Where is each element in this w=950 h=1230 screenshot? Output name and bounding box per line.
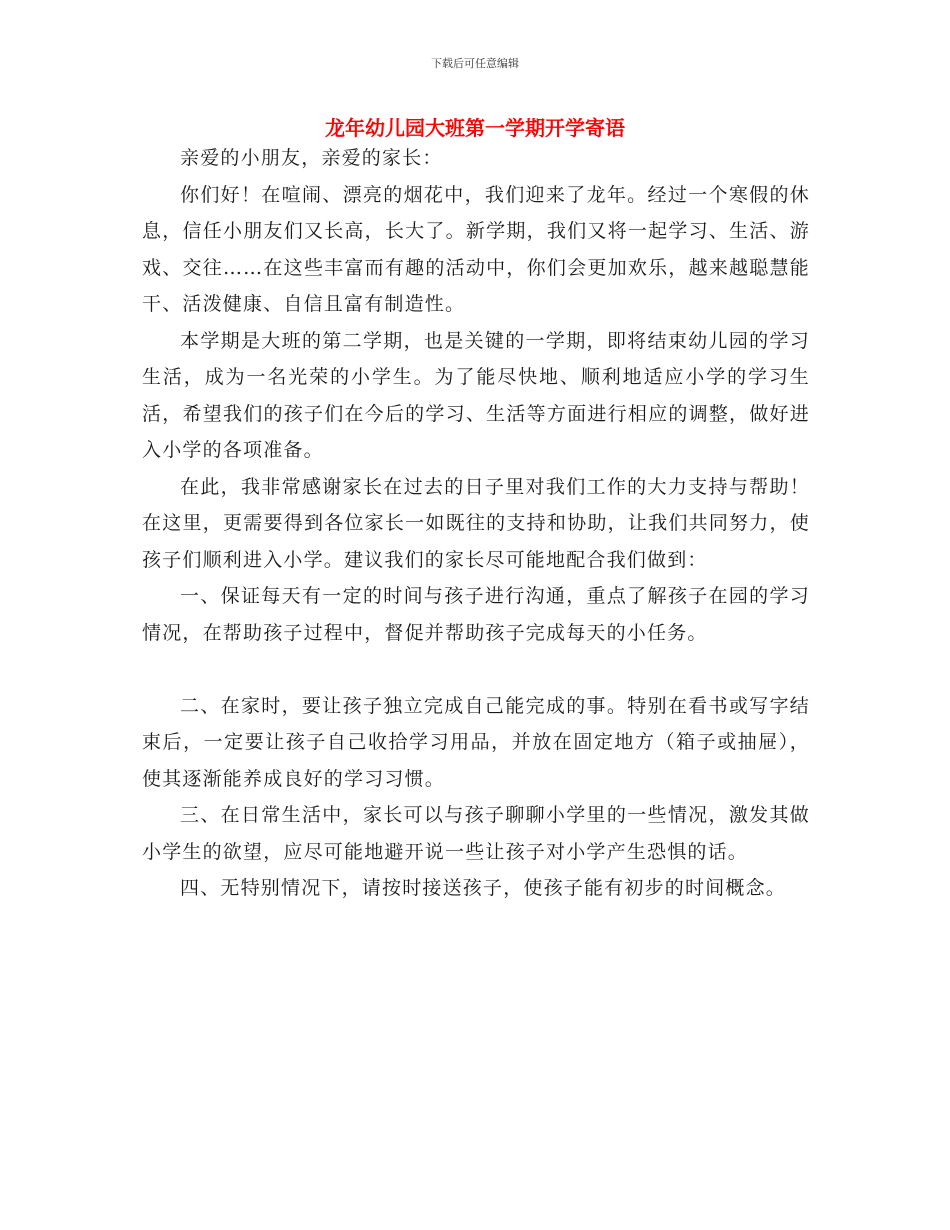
body-paragraph: 在此，我非常感谢家长在过去的日子里对我们工作的大力支持与帮助！在这里，更需要得到各位家长一如既往的支持和协助，让我们共同努力，使孩子们顺利进入小学。建议我们的家长尽可能地配合我们做到： [142,475,810,571]
body-paragraph: 本学期是大班的第二学期，也是关键的一学期，即将结束幼儿园的学习生活，成为一名光荣的小学生。为了能尽快地、顺利地适应小学的学习生活，希望我们的孩子们在今后的学习、生活等方面进行相应的调整，做好进入小学的各项准备。 [142,329,810,461]
body-paragraph: 你们好！在喧闹、漂亮的烟花中，我们迎来了龙年。经过一个寒假的休息，信任小朋友们又长高，长大了。新学期，我们又将一起学习、生活、游戏、交往……在这些丰富而有趣的活动中，你们会更加欢乐，越来越聪慧能干、活泼健康、自信且富有制造性。 [142,183,810,315]
list-item-3: 三、在日常生活中，家长可以与孩子聊聊小学里的一些情况，激发其做小学生的欲望，应尽可能地避开说一些让孩子对小学产生恐惧的话。 [142,804,810,863]
document-body [142,140,810,907]
document-title: 龙年幼儿园大班第一学期开学寄语 [325,116,625,140]
header-note: 下载后可任意编辑 [431,57,519,70]
list-item-2: 二、在家时，要让孩子独立完成自己能完成的事。特别在看书或写字结束后，一定要让孩子自己收拾学习用品，并放在固定地方（箱子或抽屉），使其逐渐能养成良好的学习习惯。 [142,694,810,790]
blank-line [142,651,810,688]
list-item-1: 一、保证每天有一定的时间与孩子进行沟通，重点了解孩子在园的学习情况，在帮助孩子过程中，督促并帮助孩子完成每天的小任务。 [142,585,810,644]
list-item-4: 四、无特别情况下，请按时接送孩子，使孩子能有初步的时间概念。 [180,877,787,899]
greeting-paragraph: 亲爱的小朋友，亲爱的家长： [180,147,443,169]
